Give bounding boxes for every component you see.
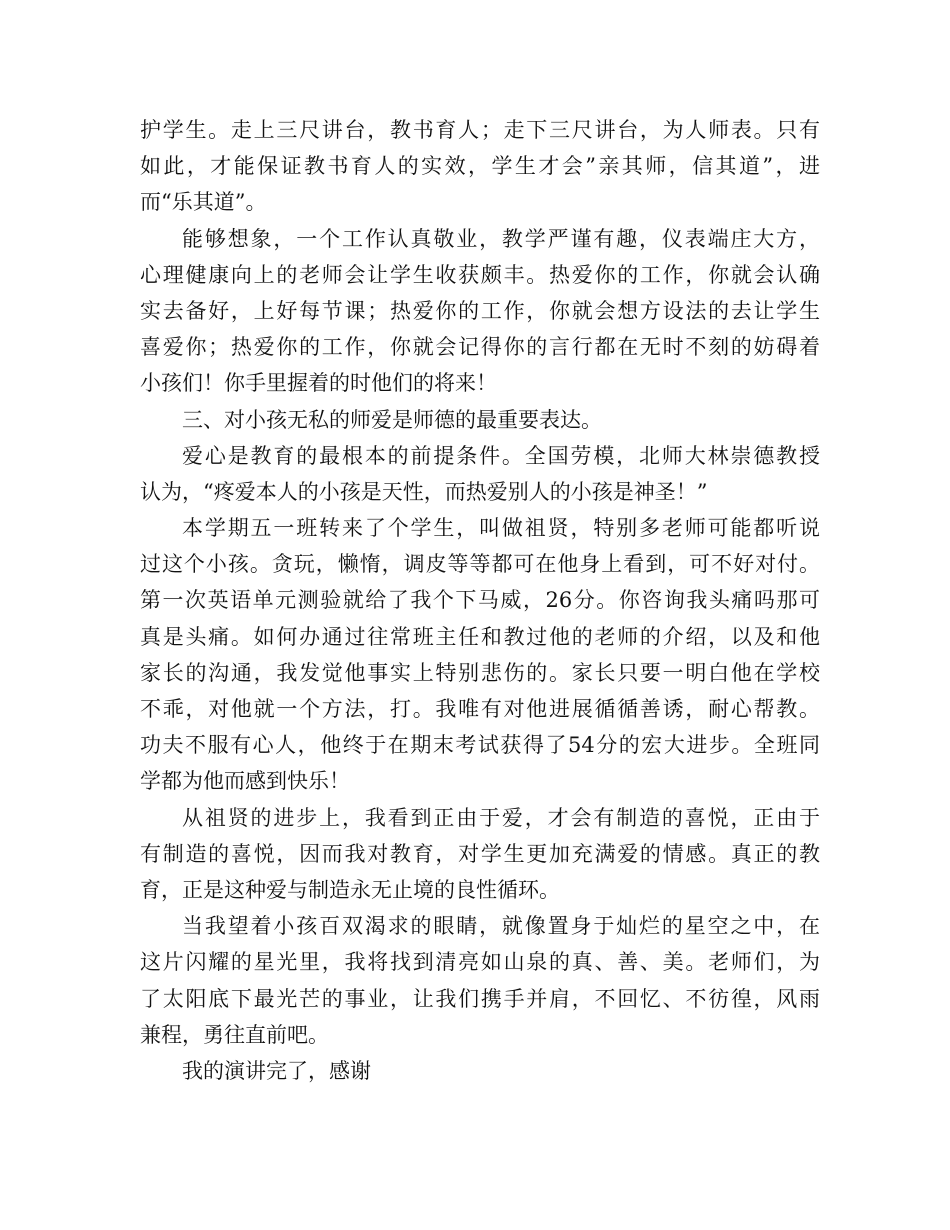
text-line: 了太阳底下最光芒的事业，让我们携手并肩，不回忆、不彷徨，风雨	[140, 986, 820, 1011]
text-line: 如此，才能保证教书育人的实效，学生才会”亲其师，信其道”，进	[140, 154, 820, 179]
paragraph-start-line: 能够想象，一个工作认真敬业，教学严谨有趣，仪表端庄大方，	[182, 226, 820, 251]
text-line: 这片闪耀的星光里，我将找到清亮如山泉的真、善、美。老师们，为	[140, 950, 820, 975]
paragraph-start-line: 当我望着小孩百双渴求的眼睛，就像置身于灿烂的星空之中，在	[182, 914, 820, 939]
text-line: 喜爱你；热爱你的工作，你就会记得你的言行都在无时不刻的妨碍着	[140, 335, 820, 360]
text-line: 有制造的喜悦，因而我对教育，对学生更加充满爱的情感。真正的教	[140, 841, 820, 866]
closing-line: 我的演讲完了，感谢	[182, 1058, 371, 1083]
text-line: 育，正是这种爱与制造永无止境的良性循环。	[140, 877, 560, 902]
text-line: 小孩们！你手里握着的时他们的将来！	[140, 371, 497, 396]
text-line: 兼程，勇往直前吧。	[140, 1022, 329, 1047]
text-line: 而“乐其道”。	[140, 190, 267, 215]
text-line: 不乖，对他就一个方法，打。我唯有对他进展循循善诱，耐心帮教。	[140, 697, 820, 721]
text-line: 功夫不服有心人，他终于在期末考试获得了54分的宏大进步。全班同	[140, 733, 820, 758]
text-line: 认为，“疼爱本人的小孩是天性，而热爱别人的小孩是神圣！”	[140, 479, 708, 504]
paragraph-start-line: 爱心是教育的最根本的前提条件。全国劳模，北师大林崇德教授	[182, 443, 820, 468]
text-line: 过这个小孩。贪玩，懒惰，调皮等等都可在他身上看到，可不好对付。	[140, 552, 820, 577]
paragraph-start-line: 本学期五一班转来了个学生，叫做祖贤，特别多老师可能都听说	[182, 516, 820, 541]
text-line: 真是头痛。如何办通过往常班主任和教过他的老师的介绍，以及和他	[140, 624, 820, 649]
text-line: 心理健康向上的老师会让学生收获颇丰。热爱你的工作，你就会认确	[140, 262, 820, 287]
paragraph-start-line: 从祖贤的进步上，我看到正由于爱，才会有制造的喜悦，正由于	[182, 805, 820, 830]
text-line: 学都为他而感到快乐！	[140, 769, 350, 794]
text-line: 护学生。走上三尺讲台，教书育人；走下三尺讲台，为人师表。只有	[140, 118, 820, 142]
text-line: 第一次英语单元测验就给了我个下马威，26分。你咨询我头痛吗那可	[140, 588, 820, 613]
text-line: 实去备好，上好每节课；热爱你的工作，你就会想方设法的去让学生	[140, 298, 820, 323]
speech-body-text	[140, 112, 820, 1089]
section-heading: 三、对小孩无私的师爱是师德的最重要表达。	[182, 407, 602, 432]
text-line: 家长的沟通，我发觉他事实上特别悲伤的。家长只要一明白他在学校	[140, 660, 820, 685]
